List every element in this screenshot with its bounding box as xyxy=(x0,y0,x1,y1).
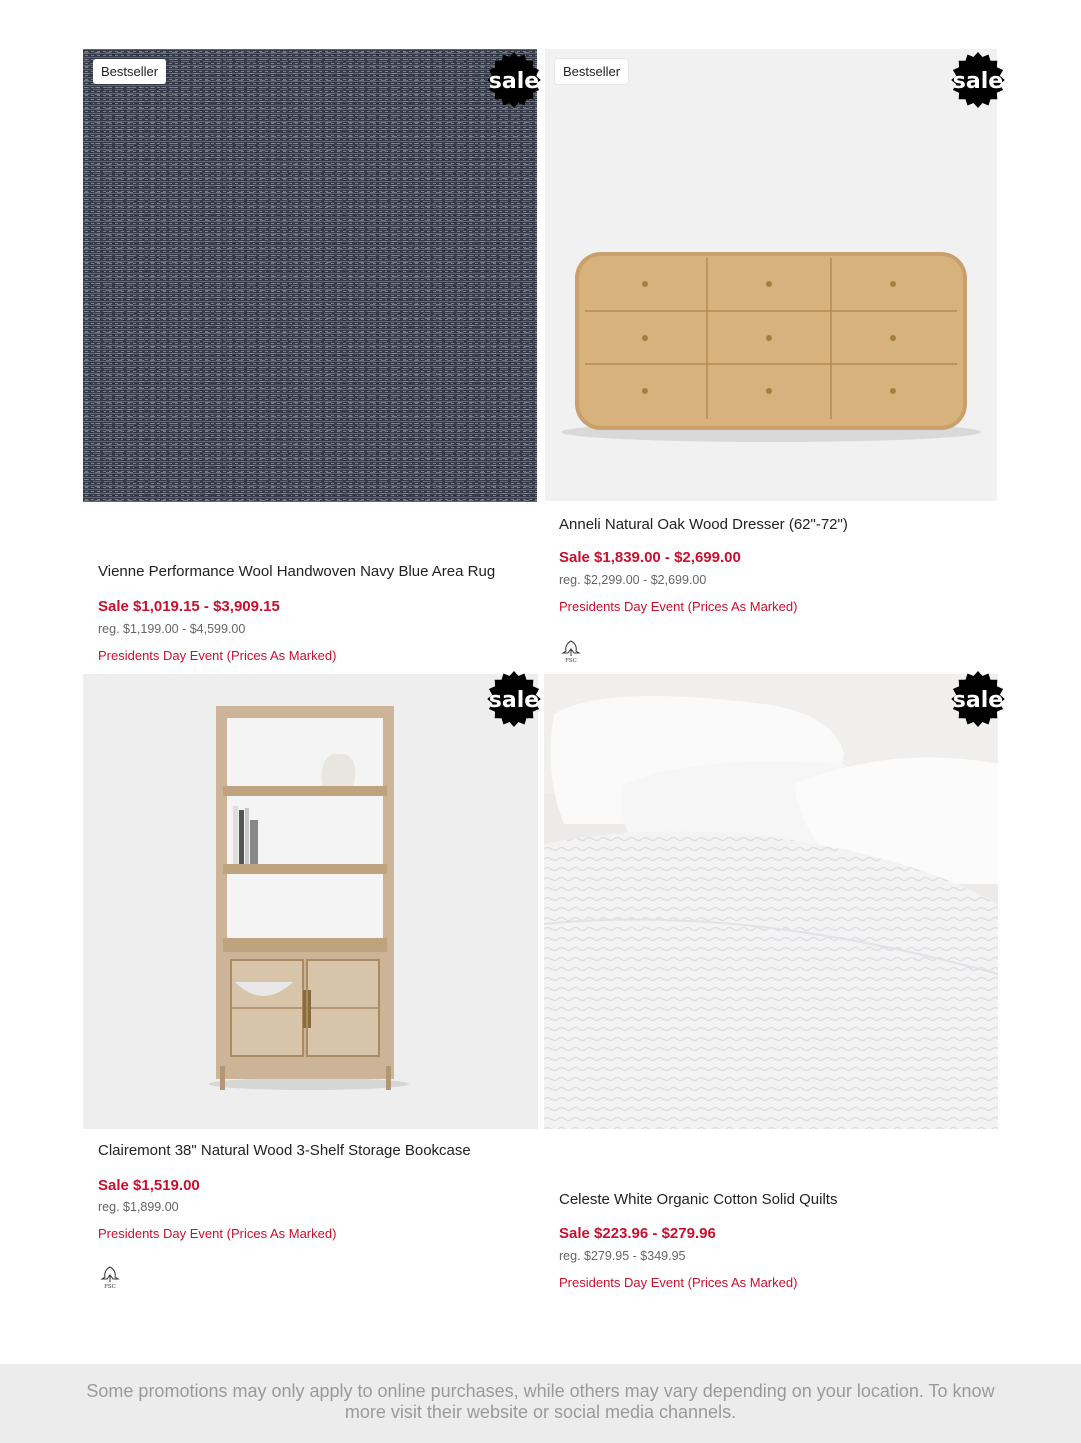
regular-price: reg. $1,199.00 - $4,599.00 xyxy=(98,622,246,636)
bestseller-badge: Bestseller xyxy=(555,59,628,84)
product-title[interactable]: Anneli Natural Oak Wood Dresser (62"-72") xyxy=(559,516,848,533)
regular-price: reg. $2,299.00 - $2,699.00 xyxy=(559,573,707,587)
sale-price: Sale $1,519.00 xyxy=(98,1177,200,1194)
dresser-illustration xyxy=(545,49,997,501)
rug-texture xyxy=(83,49,540,502)
promotions-disclaimer xyxy=(0,1364,1081,1443)
sale-badge-label: sale xyxy=(488,69,540,94)
sale-badge-icon xyxy=(485,51,543,109)
sale-price: Sale $223.96 - $279.96 xyxy=(559,1225,716,1242)
sale-badge-label: sale xyxy=(952,69,1004,94)
disclaimer-text: Some promotions may only apply to online purchases, while others may vary depending on your location. To know more visit their website or social media channels. xyxy=(86,1381,995,1422)
promo-text: Presidents Day Event (Prices As Marked) xyxy=(98,1226,337,1241)
quilt-illustration xyxy=(544,674,998,1129)
fsc-tree-icon xyxy=(560,639,582,663)
product-image-dresser[interactable] xyxy=(545,49,997,501)
sale-price: Sale $1,839.00 - $2,699.00 xyxy=(559,549,741,566)
product-title[interactable]: Vienne Performance Wool Handwoven Navy Blue Area Rug xyxy=(98,563,496,580)
bookcase-illustration xyxy=(83,674,538,1129)
fsc-label: FSC xyxy=(565,658,577,663)
regular-price: reg. $279.95 - $349.95 xyxy=(559,1249,686,1263)
bestseller-badge: Bestseller xyxy=(93,59,166,84)
fsc-label: FSC xyxy=(104,1284,116,1289)
sale-price: Sale $1,019.15 - $3,909.15 xyxy=(98,598,280,615)
regular-price: reg. $1,899.00 xyxy=(98,1200,179,1214)
sale-badge-label: sale xyxy=(952,688,1004,713)
product-image-bookcase[interactable] xyxy=(83,674,538,1129)
fsc-tree-icon xyxy=(99,1265,121,1289)
product-title[interactable]: Celeste White Organic Cotton Solid Quilts xyxy=(559,1191,838,1208)
promo-text: Presidents Day Event (Prices As Marked) xyxy=(98,648,337,663)
sale-badge-label: sale xyxy=(488,688,540,713)
sale-badge-icon xyxy=(949,51,1007,109)
product-image-rug[interactable] xyxy=(83,49,540,502)
promo-text: Presidents Day Event (Prices As Marked) xyxy=(559,599,798,614)
product-title[interactable]: Clairemont 38" Natural Wood 3-Shelf Storage Bookcase xyxy=(98,1142,471,1159)
product-image-quilt[interactable] xyxy=(544,674,998,1129)
promo-text: Presidents Day Event (Prices As Marked) xyxy=(559,1275,798,1290)
sale-badge-icon xyxy=(949,670,1007,728)
sale-badge-icon xyxy=(485,670,543,728)
